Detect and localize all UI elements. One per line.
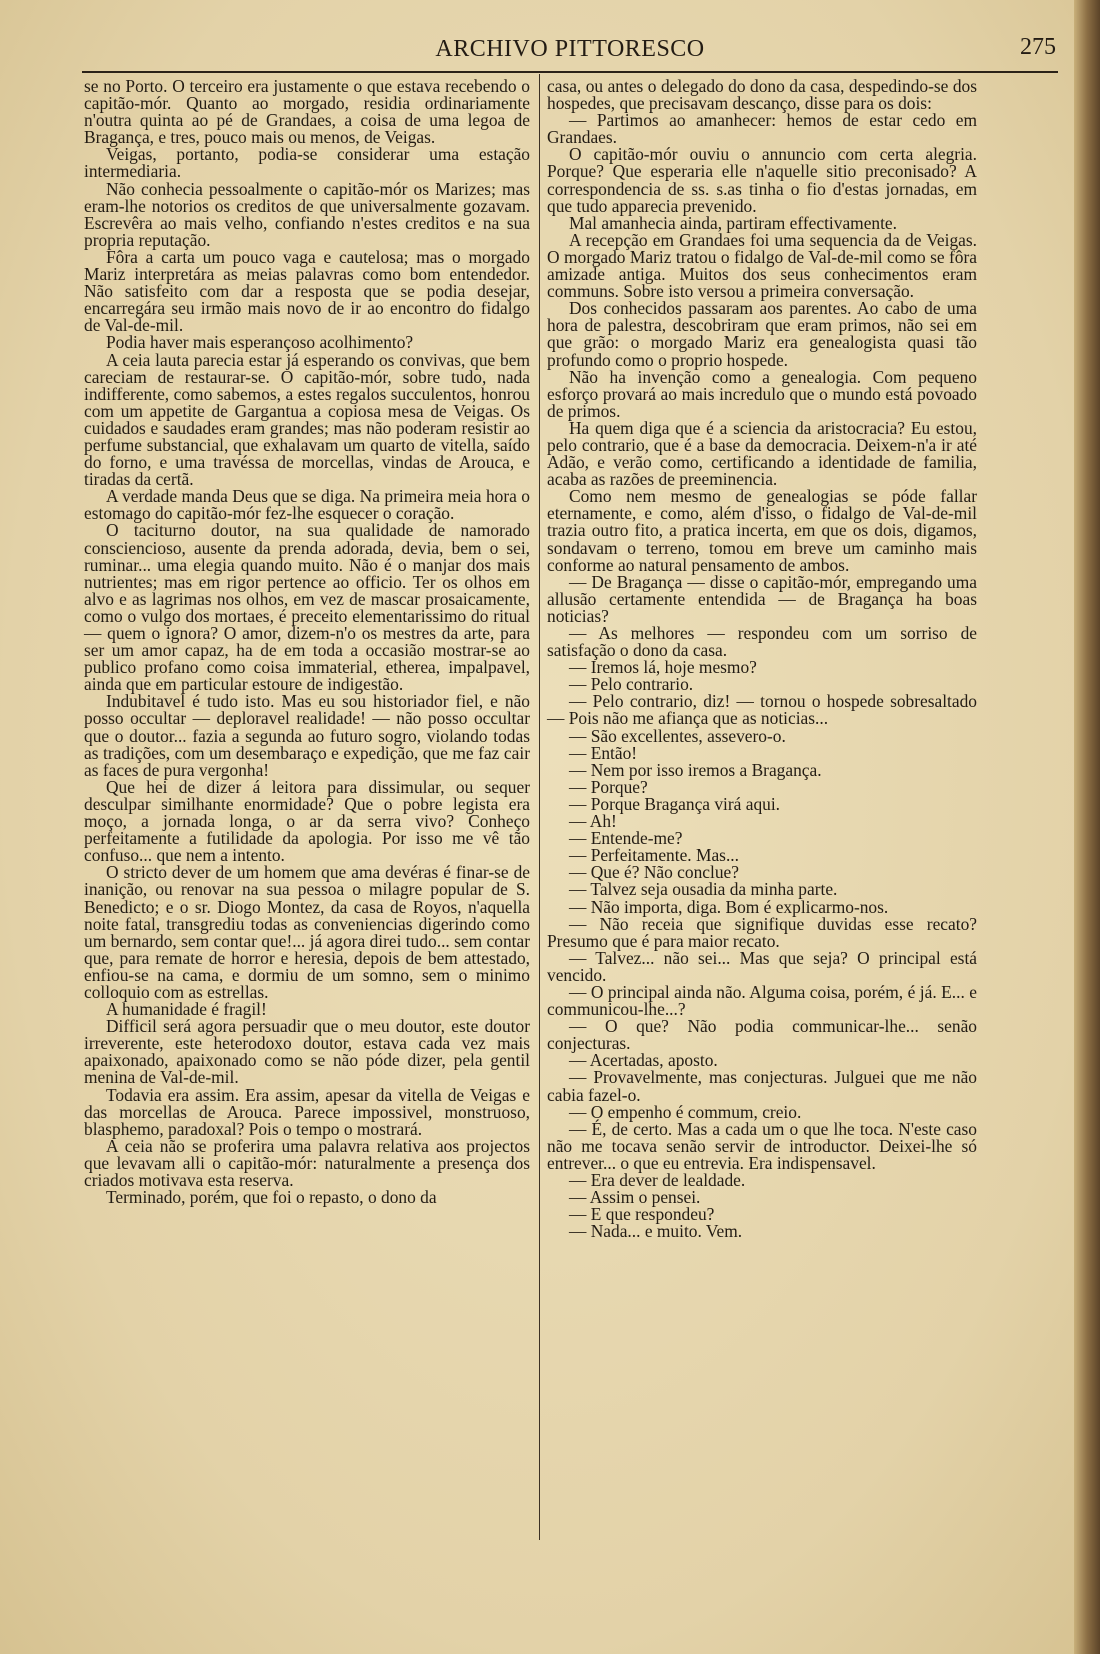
book-binding-edge	[1074, 0, 1100, 1654]
page-number: 275	[1020, 34, 1056, 60]
dialogue-line: — É, de certo. Mas a cada um o que lhe toca. N'este caso não me tocava senão servir de introductor. Deixei-lhe só entrever... o que eu entrevia. Era indispensavel.	[547, 1118, 977, 1173]
dialogue-line: — O principal ainda não. Alguma coisa, porém, é já. E... e communicou-lhe...?	[547, 981, 977, 1020]
dialogue-line: — Perfeitamente. Mas...	[569, 845, 739, 866]
dialogue-line: — Que é? Não conclue?	[569, 862, 739, 883]
paragraph: Dos conhecidos passaram aos parentes. Ao cabo de uma hora de palestra, descobriram que eram primos, não sei em que grão: o morgado Mariz era genealogista quasi tão profundo como o proprio hospede.	[547, 298, 977, 370]
dialogue-line: — O empenho é commum, creio.	[569, 1101, 802, 1122]
dialogue-line: — Talvez... não sei... Mas que seja? O principal está vencido.	[547, 947, 977, 985]
paragraph: Podia haver mais esperançoso acolhimento?	[106, 332, 414, 353]
paragraph: Não ha invenção como a genealogia. Com pequeno esforço provará ao mais incredulo que o mundo está povoado de primos.	[547, 366, 977, 421]
right-column	[547, 78, 977, 1240]
dialogue-line: — Ah!	[569, 811, 617, 832]
dialogue-line: — Acertadas, aposto.	[569, 1050, 718, 1071]
paragraph: Todavia era assim. Era assim, apesar da vitella de Veigas e das morcellas de Arouca. Parece impossivel, monstruoso, blasphemo, paradoxal? Pois o tempo o mostrará.	[84, 1084, 530, 1139]
paragraph: O capitão-mór ouviu o annuncio com certa alegria. Porque? Que esperaria elle n'aquelle sitio preconisado? A correspondencia de ss. s.as tinha o fio d'estas jornadas, em que tudo apparecia prevenido.	[547, 144, 977, 216]
left-column	[84, 78, 530, 1206]
paragraph: Terminado, porém, que foi o repasto, o dono da	[106, 1187, 437, 1208]
paragraph: Como nem mesmo de genealogias se póde fallar eternamente, e como, além d'isso, o fidalgo de Val-de-mil trazia outro fito, a pratica incerta, em que os dois, digamos, sondavam o terreno, tomou em breve um caminho mais conforme ao natural pensamento de ambos.	[547, 486, 977, 575]
header-rule	[82, 71, 1058, 73]
dialogue-line: — Não importa, diga. Bom é explicarmo-nos.	[569, 896, 889, 917]
paragraph: — Partimos ao amanhecer: hemos de estar cedo em Grandaes.	[547, 110, 977, 148]
paragraph: casa, ou antes o delegado do dono da casa, despedindo-se dos hospedes, que precisavam descanço, disse para os dois:	[547, 76, 977, 114]
dialogue-line: — Porque Bragança virá aqui.	[569, 793, 781, 814]
paragraph: A ceia não se proferira uma palavra relativa aos projectos que levavam alli o capitão-mór: naturalmente a presença dos criados motivava esta reserva.	[84, 1135, 530, 1190]
paragraph: O stricto dever de um homem que ama devéras é finar-se de inanição, ou renovar na sua pessoa o milagre popular de S. Benedicto; e o sr. Diogo Montez, da casa de Royos, n'aquella noite fatal, transgrediu todas as conveniencias digerindo como um bernardo, sem contar que!... já agora direi tudo... sem contar que, para remate de horror e heresia, depois de bem attestado, enfiou-se na cama, e dormiu de um somno, sem o minimo colloquio com as estrellas.	[84, 862, 530, 1002]
dialogue-line: — Pelo contrario.	[569, 674, 694, 695]
dialogue-line: — Nem por isso iremos a Bragança.	[569, 759, 822, 780]
paragraph: Fôra a carta um pouco vaga e cautelosa; mas o morgado Mariz interpretára as meias palavras como bom entendedor. Não satisfeito com dar a resposta que se podia desejar, encarregára seu irmão mais novo de ir ao encontro do fidalgo de Val-de-mil.	[84, 246, 530, 336]
paragraph: A verdade manda Deus que se diga. Na primeira meia hora o estomago do capitão-mór fez-lhe esquecer o coração.	[84, 486, 530, 524]
dialogue-line: — Iremos lá, hoje mesmo?	[569, 657, 757, 678]
paragraph: A ceia lauta parecia estar já esperando os convivas, que bem careciam de restaurar-se. O capitão-mór, sobre tudo, nada indifferente, como sabemos, a estes regalos succulentos, honrou com um appetite de Gargantua a copiosa mesa de Veigas. Os cuidados e saudades eram grandes; mas não poderam resistir ao perfume substancial, que exhalavam um quarto de vitella, saído do forno, e uma travéssa de morcellas, vindas de Arouca, e tiradas da certã.	[84, 349, 530, 490]
dialogue-line: — Então!	[569, 742, 638, 763]
paragraph: A humanidade é fragil!	[106, 999, 267, 1020]
paragraph: Difficil será agora persuadir que o meu doutor, este doutor irreverente, este heterodoxo doutor, estava cada vez mais apaixonado, apaixonado como se não póde dizer, pela gentil menina de Val-de-mil.	[84, 1016, 530, 1088]
dialogue-line: — Provavelmente, mas conjecturas. Julguei que me não cabia fazel-o.	[547, 1067, 977, 1105]
dialogue-line: — São excellentes, assevero-o.	[569, 725, 786, 746]
dialogue-line: — Talvez seja ousadia da minha parte.	[569, 879, 838, 900]
publication-title: ARCHIVO PITTORESCO	[435, 36, 705, 62]
dialogue-line: — Pelo contrario, diz! — tornou o hospede sobresaltado — Pois não me afiança que as noticias...	[547, 691, 977, 729]
paragraph: Não conhecia pessoalmente o capitão-mór os Marizes; mas eram-lhe notorios os creditos de que universalmente gozavam. Escrevêra ao mais velho, confiando n'estes creditos e na sua propria reputação.	[84, 178, 530, 250]
paragraph: Que hei de dizer á leitora para dissimular, ou sequer desculpar similhante enormidade? Que o pobre legista era moço, a jornada longa, o ar da serra vivo? Conheço perfeitamente a futilidade da apologia. Por isso me vê tão confuso... que nem a intento.	[84, 776, 530, 866]
column-divider	[539, 74, 540, 1540]
paragraph: Mal amanhecia ainda, partiram effectivamente.	[569, 212, 898, 233]
dialogue-line: — O que? Não podia communicar-lhe... senão conjecturas.	[547, 1016, 977, 1054]
dialogue-line: — Não receia que signifique duvidas esse recato? Presumo que é para maior recato.	[547, 913, 977, 951]
dialogue-line: — Era dever de lealdade.	[569, 1170, 746, 1190]
paragraph: O taciturno doutor, na sua qualidade de namorado consciencioso, ausente da prenda adorada, devia, bem o sei, ruminar... uma elegia quando muito. Não é o manjar dos mais nutrientes; mas em rigor pertence ao officio. Ter os olhos em alvo e as lagrimas nos olhos, em vez de mascar prosaicamente, como o vulgo dos mortaes, é preceito elementarissimo do ritual — quem o ignora? O amor, dizem-n'o os mestres da arte, para ser um amor capaz, ha de em toda a occasião mostrar-se ao publico profano como coisa immaterial, etherea, impalpavel, ainda que em particular estoure de indigestão.	[84, 520, 530, 695]
paragraph: Indubitavel é tudo isto. Mas eu sou historiador fiel, e não posso occultar — deploravel realidade! — não posso occultar que o doutor... fazia a segunda ao futuro sogro, violando todas as tradições, com um desembaraço e expedição, que me faz cair as faces de pura vergonha!	[84, 691, 530, 780]
page-header	[84, 34, 1056, 70]
paragraph: Veigas, portanto, podia-se considerar uma estação intermediaria.	[84, 144, 530, 182]
paragraph: Ha quem diga que é a sciencia da aristocracia? Eu estou, pelo contrario, que é a base da democracia. Deixem-n'a ir até Adão, e verão como, certificando a identidade de familia, acaba as razões de preeminencia.	[547, 417, 977, 490]
dialogue-line: — De Bragança — disse o capitão-mór, empregando uma allusão certamente entendida — de Bragança ha boas noticias?	[547, 571, 977, 626]
dialogue-line: — Entende-me?	[569, 828, 683, 849]
dialogue-line: — E que respondeu?	[569, 1204, 715, 1225]
dialogue-line: — Nada... e muito. Vem.	[569, 1221, 743, 1242]
paragraph: se no Porto. O terceiro era justamente o que estava recebendo o capitão-mór. Quanto ao morgado, residia ordinariamente n'outra quinta ao pé de Grandaes, a coisa de uma legoa de Bragança, e tres, pouco mais ou menos, de Veigas.	[84, 76, 530, 148]
dialogue-line: — Assim o pensei.	[569, 1187, 701, 1208]
dialogue-line: — As melhores — respondeu com um sorriso de satisfação o dono da casa.	[547, 623, 977, 661]
paragraph: A recepção em Grandaes foi uma sequencia da de Veigas. O morgado Mariz tratou o fidalgo de Val-de-mil como se fôra amizade antiga. Muitos dos seus conhecimentos eram communs. Sobre isto versou a primeira conversação.	[547, 229, 977, 302]
dialogue-line: — Porque?	[569, 776, 648, 797]
